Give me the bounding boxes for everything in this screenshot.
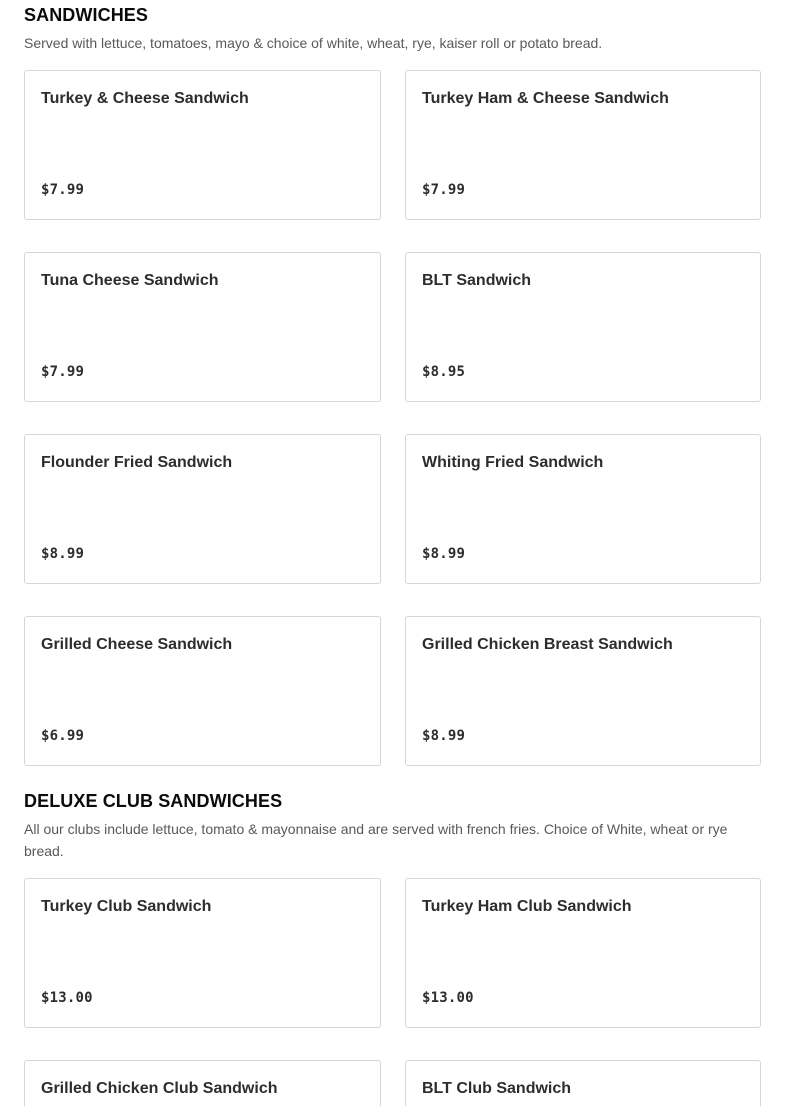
menu-item-name: Turkey Ham & Cheese Sandwich — [422, 90, 669, 107]
menu-item-card[interactable] — [405, 1060, 761, 1106]
menu-item-card[interactable] — [24, 878, 381, 1028]
section-description-sandwiches: Served with lettuce, tomatoes, mayo & choice of white, wheat, rye, kaiser roll or potato bread. — [24, 35, 603, 51]
menu-item-card[interactable] — [24, 1060, 381, 1106]
section-description-deluxe-club: All our clubs include lettuce, tomato & mayonnaise and are served with french fries. Choice of White, wheat or rye bread. — [24, 821, 728, 859]
menu-item-card[interactable] — [24, 434, 381, 584]
menu-item-name: Tuna Cheese Sandwich — [41, 272, 219, 289]
menu-item-card[interactable] — [405, 252, 761, 402]
menu-item-name: Turkey & Cheese Sandwich — [41, 90, 249, 107]
menu-item-price: $13.00 — [422, 990, 474, 1006]
menu-item-price: $7.99 — [422, 182, 466, 198]
menu-item-name: Flounder Fried Sandwich — [41, 454, 233, 471]
menu-item-name: Grilled Chicken Club Sandwich — [41, 1080, 278, 1097]
menu-item-card[interactable] — [24, 252, 381, 402]
menu-item-card[interactable] — [405, 878, 761, 1028]
menu-item-price: $8.95 — [422, 364, 466, 380]
menu-item-price: $13.00 — [41, 990, 93, 1006]
menu-item-price: $8.99 — [422, 728, 466, 744]
section-title-deluxe-club: DELUXE CLUB SANDWICHES — [24, 791, 283, 811]
menu-item-name: Whiting Fried Sandwich — [422, 454, 604, 471]
menu-item-name: Turkey Club Sandwich — [41, 898, 212, 915]
menu-item-price: $8.99 — [422, 546, 466, 562]
menu-item-card[interactable] — [405, 70, 761, 220]
menu-item-price: $6.99 — [41, 728, 85, 744]
menu-item-price: $8.99 — [41, 546, 85, 562]
menu-item-card[interactable] — [24, 70, 381, 220]
menu-item-name: BLT Sandwich — [422, 272, 532, 289]
menu-item-name: Grilled Cheese Sandwich — [41, 636, 233, 653]
menu-item-card[interactable] — [405, 616, 761, 766]
menu-item-name: Grilled Chicken Breast Sandwich — [422, 636, 673, 653]
menu-item-price: $7.99 — [41, 182, 85, 198]
menu-item-card[interactable] — [24, 616, 381, 766]
menu-item-price: $7.99 — [41, 364, 85, 380]
menu-item-card[interactable] — [405, 434, 761, 584]
menu-item-name: BLT Club Sandwich — [422, 1080, 572, 1097]
section-title-sandwiches: SANDWICHES — [24, 5, 149, 25]
menu-item-name: Turkey Ham Club Sandwich — [422, 898, 632, 915]
